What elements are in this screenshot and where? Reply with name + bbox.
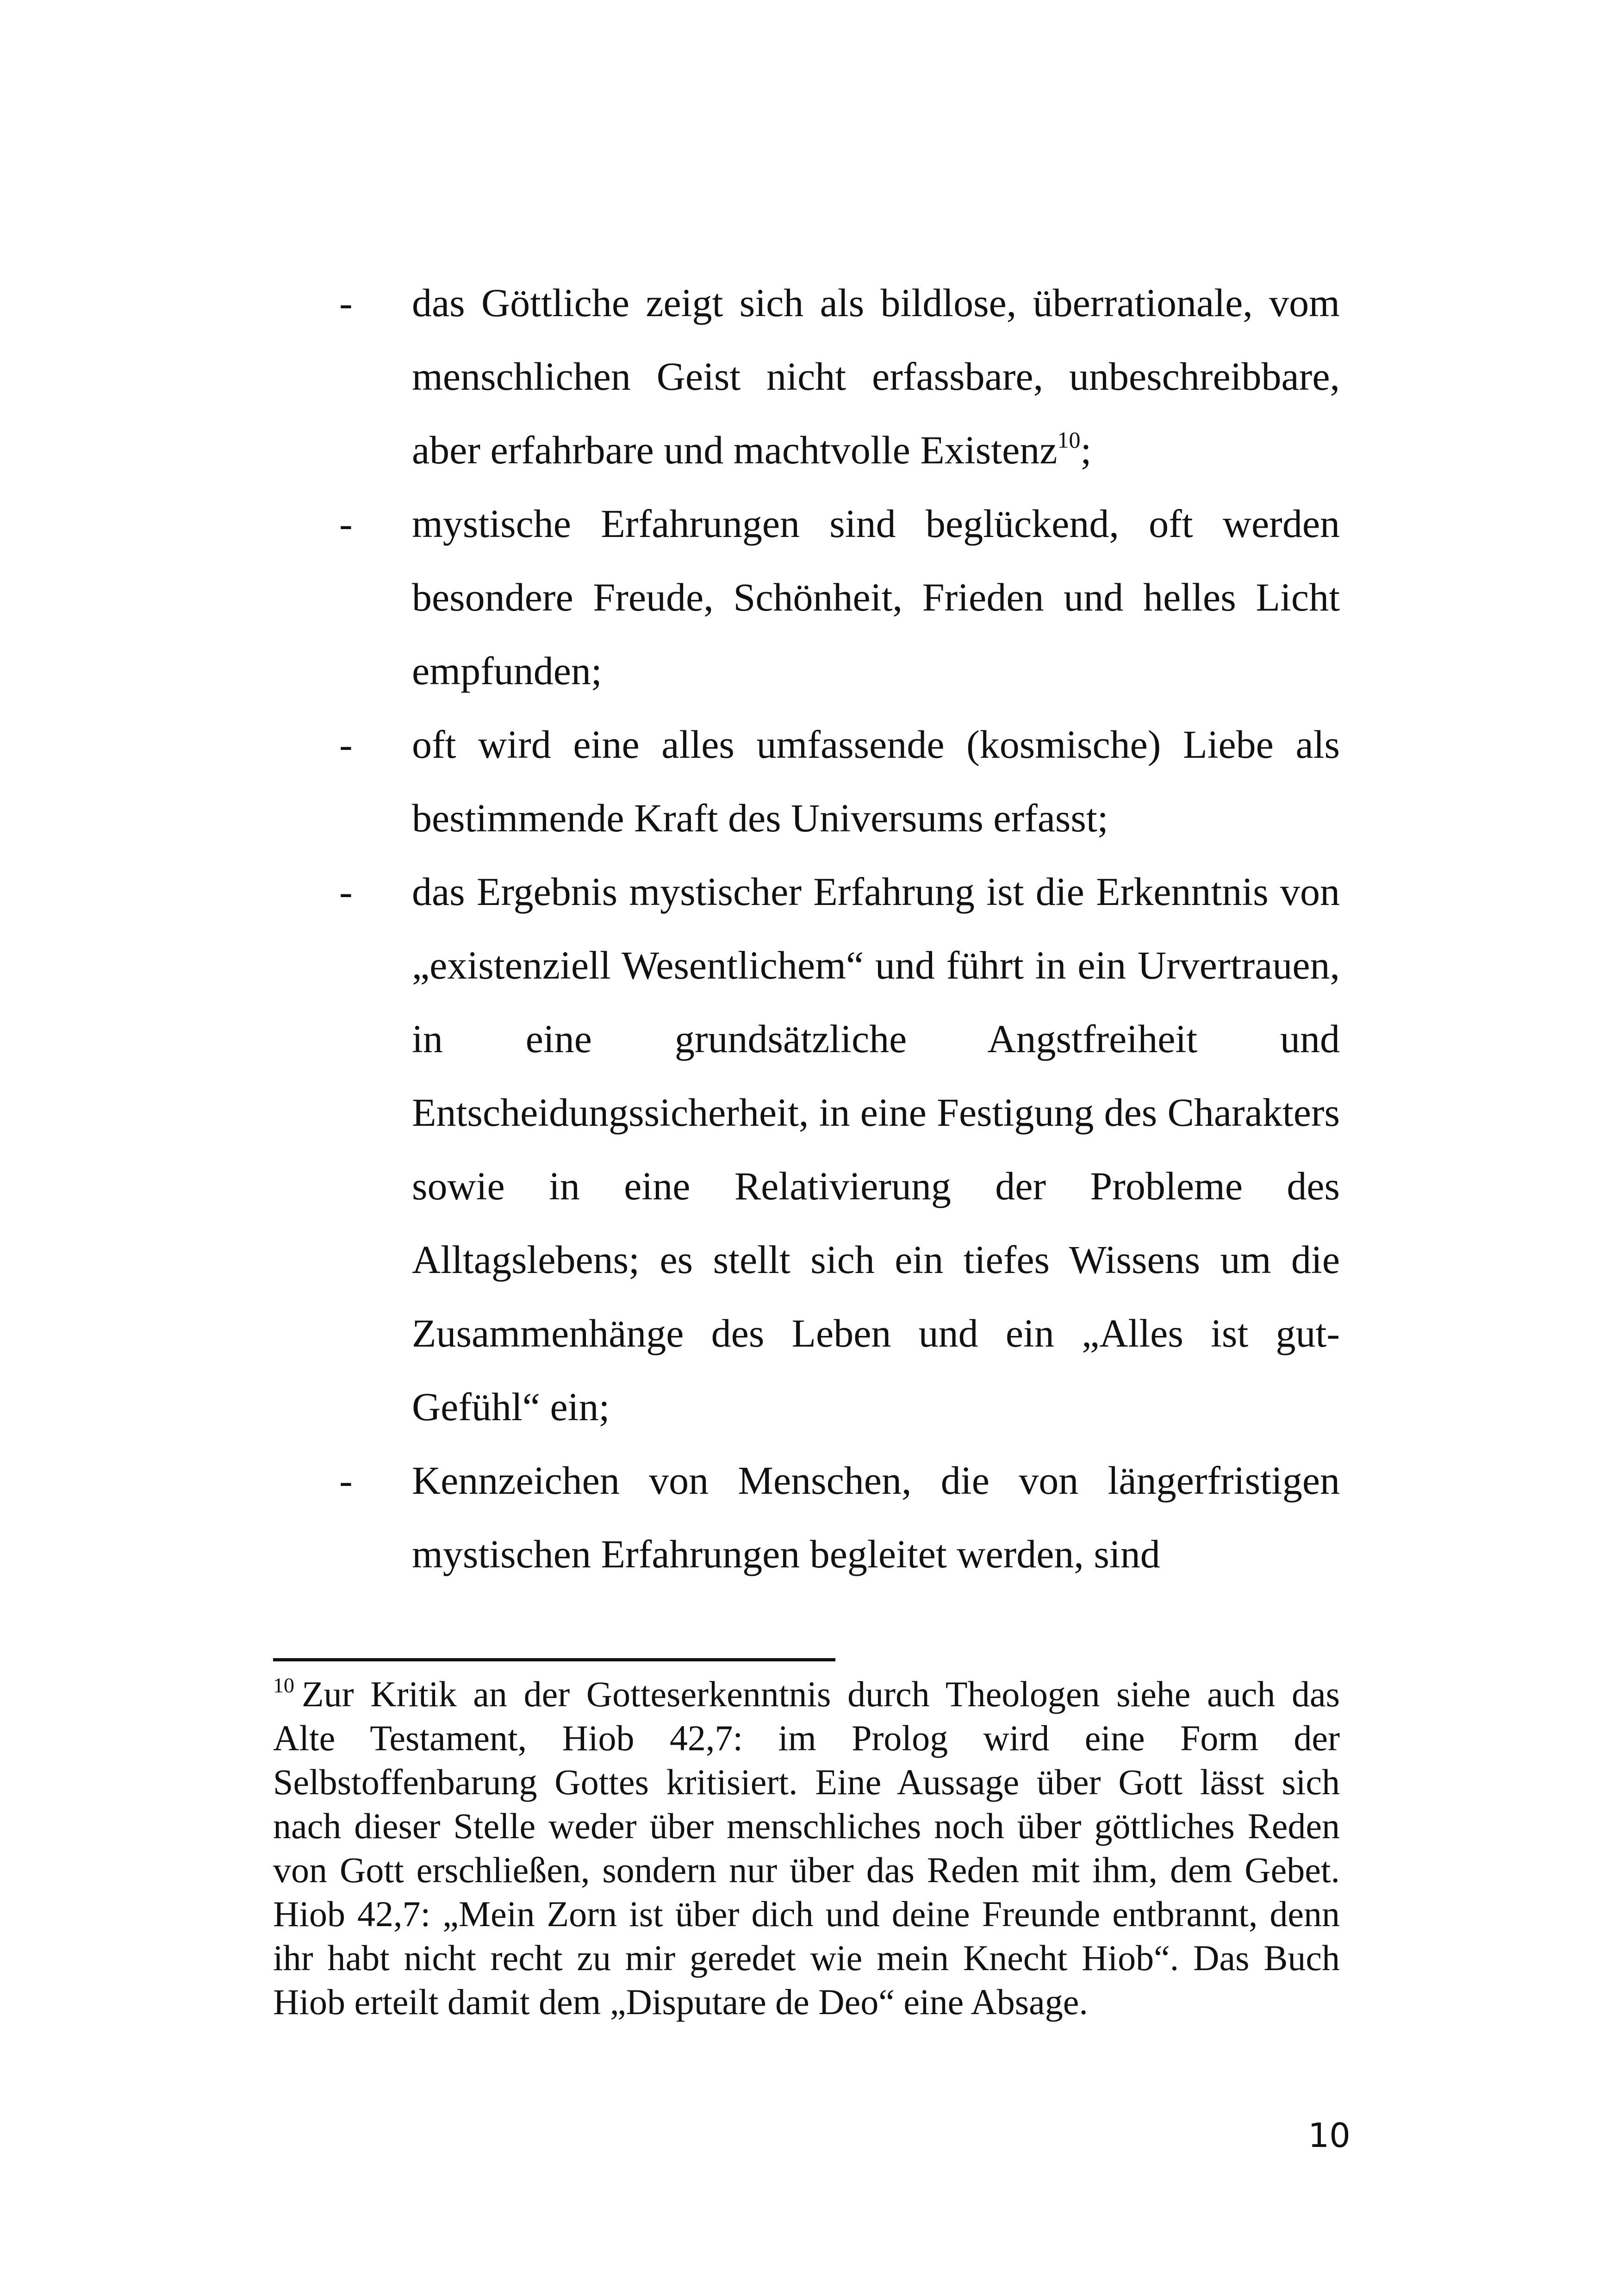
list-item (331, 266, 1340, 487)
footnote-reference: 10 (1057, 427, 1081, 453)
list-item-text: das Ergebnis mystischer Erfahrung ist die Erkenntnis von „existenziell Wesentlichem“ und führt in ein Urvertrauen, in eine grundsätzliche Angstfreiheit und Entscheidungssicherheit, in eine Festigung des Charakters sowie in eine Relativierung der Probleme des Alltagslebens; es stellt sich ein tiefes Wissens um die Zusammenhänge des Leben und ein „Alles ist gut-Gefühl“ ein; (412, 869, 1340, 1429)
list-item (331, 1444, 1340, 1591)
dash-marker: - (339, 722, 353, 767)
footnote-number: 10 (273, 1673, 294, 1697)
dash-marker: - (339, 281, 353, 325)
list-item-text: das Göttliche zeigt sich als bildlose, überrationale, vom menschlichen Geist nicht erfassbare, unbeschreibbare, aber erfahrbare und machtvolle Existenz (412, 281, 1340, 472)
list-item-text: Kennzeichen von Menschen, die von längerfristigen mystischen Erfahrungen begleitet werden, sind (412, 1458, 1340, 1576)
list-item-text: oft wird eine alles umfassende (kosmische) Liebe als bestimmende Kraft des Universums erfasst; (412, 722, 1340, 840)
dash-marker: - (339, 501, 353, 546)
bullet-list (331, 266, 1340, 1591)
dash-marker: - (339, 869, 353, 914)
footnote-separator (273, 1658, 835, 1661)
list-item (331, 855, 1340, 1444)
list-item-punctuation: ; (1080, 428, 1092, 472)
list-item (331, 487, 1340, 708)
footnote-text: Zur Kritik an der Gotteserkenntnis durch Theologen siehe auch das Alte Testament, Hiob 42,7: im Prolog wird eine Form der Selbstoffenbarung Gottes kritisiert. Eine Aussage über Gott lässt sich nach dieser Stelle weder über menschliches noch über göttliches Reden von Gott erschließen, sondern nur über das Reden mit ihm, dem Gebet. Hiob 42,7: „Mein Zorn ist über dich und deine Freunde entbrannt, denn ihr habt nicht recht zu mir geredet wie mein Knecht Hiob“. Das Buch Hiob erteilt damit dem „Disputare de Deo“ eine Absage. (273, 1674, 1340, 2022)
footnote (273, 1672, 1340, 2024)
list-item-text: mystische Erfahrungen sind beglückend, oft werden besondere Freude, Schönheit, Frieden und helles Licht empfunden; (412, 501, 1340, 693)
list-item (331, 708, 1340, 855)
page-number: 10 (1308, 2116, 1350, 2155)
dash-marker: - (339, 1458, 353, 1503)
